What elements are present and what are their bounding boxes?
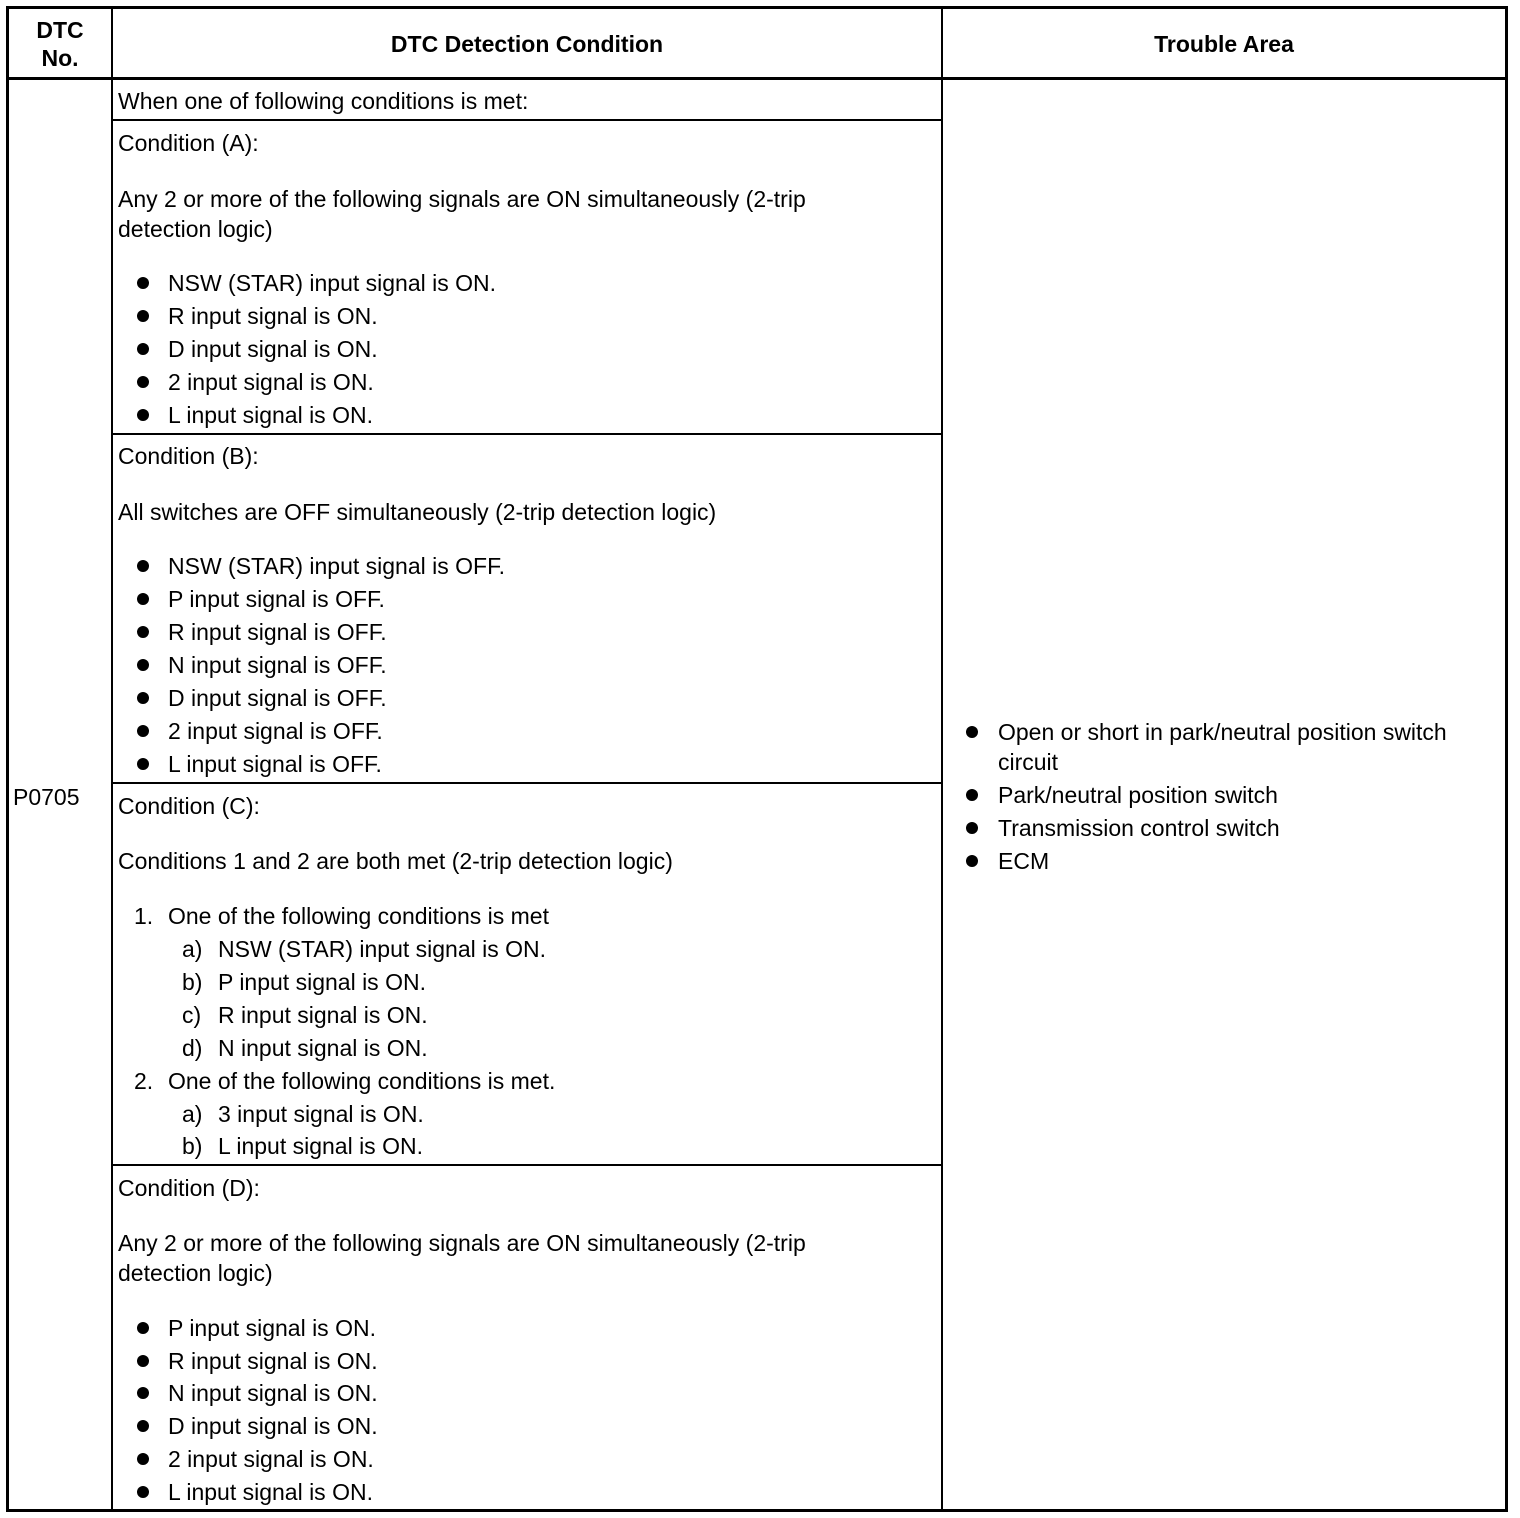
condition-c-subitem-text: N input signal is ON. xyxy=(218,1035,428,1061)
condition-b-desc: All switches are OFF simultaneously (2-trip detection logic) xyxy=(118,499,717,525)
condition-c-subitem-letter: a) xyxy=(182,936,203,962)
table-border-left xyxy=(6,6,9,1512)
bullet-icon xyxy=(137,1387,149,1399)
trouble-area-item: ECM xyxy=(998,848,1050,874)
bullet-icon xyxy=(137,376,149,388)
header-trouble-area: Trouble Area xyxy=(1154,31,1294,57)
condition-c-desc: Conditions 1 and 2 are both met (2-trip detection logic) xyxy=(118,848,673,874)
condition-c-step-number: 2. xyxy=(134,1068,154,1094)
condition-b-item: 2 input signal is OFF. xyxy=(168,718,383,744)
bullet-icon xyxy=(137,343,149,355)
bullet-icon xyxy=(137,659,149,671)
condition-c-subitem-letter: b) xyxy=(182,1133,203,1159)
condition-c-subitem-letter: c) xyxy=(182,1002,202,1028)
bullet-icon xyxy=(137,560,149,572)
condition-d-item: N input signal is ON. xyxy=(168,1380,378,1406)
bullet-icon xyxy=(137,692,149,704)
condition-d-desc-line1: Any 2 or more of the following signals are ON simultaneously (2-trip xyxy=(118,1230,806,1256)
header-dtc-no-line1: DTC xyxy=(36,17,84,43)
condition-c-subitem-letter: a) xyxy=(182,1101,203,1127)
bullet-icon xyxy=(137,1420,149,1432)
header-detection-condition: DTC Detection Condition xyxy=(390,31,664,57)
condition-d-item: R input signal is ON. xyxy=(168,1348,378,1374)
condition-b-item: L input signal is OFF. xyxy=(168,751,382,777)
trouble-area-item-line2: circuit xyxy=(998,749,1059,775)
trouble-area-item-line1: Open or short in park/neutral position switch xyxy=(998,719,1447,745)
condition-c-step-text: One of the following conditions is met xyxy=(168,903,549,929)
bullet-icon xyxy=(137,409,149,421)
row-divider-c xyxy=(111,782,943,784)
column-divider-1 xyxy=(111,6,113,1512)
row-divider-d xyxy=(111,1164,943,1166)
condition-c-subitem-text: NSW (STAR) input signal is ON. xyxy=(218,936,547,962)
bullet-icon xyxy=(966,726,978,738)
bullet-icon xyxy=(966,789,978,801)
bullet-icon xyxy=(137,725,149,737)
condition-d-desc-line2: detection logic) xyxy=(118,1260,273,1286)
bullet-icon xyxy=(137,758,149,770)
condition-c-subitem-letter: b) xyxy=(182,969,203,995)
condition-b-item: NSW (STAR) input signal is OFF. xyxy=(168,553,505,579)
bullet-icon xyxy=(966,822,978,834)
condition-c-step-text: One of the following conditions is met. xyxy=(168,1068,556,1094)
bullet-icon xyxy=(137,1355,149,1367)
bullet-icon xyxy=(137,310,149,322)
condition-d-item: L input signal is ON. xyxy=(168,1479,373,1505)
condition-c-subitem-text: L input signal is ON. xyxy=(218,1133,423,1159)
header-divider xyxy=(6,77,1508,80)
condition-c-step-number: 1. xyxy=(134,903,154,929)
condition-c-subitem-letter: d) xyxy=(182,1035,203,1061)
condition-a-title: Condition (A): xyxy=(118,130,259,156)
condition-a-item: 2 input signal is ON. xyxy=(168,369,374,395)
column-divider-2 xyxy=(941,6,943,1512)
condition-c-title: Condition (C): xyxy=(118,793,260,819)
condition-c-subitem-text: 3 input signal is ON. xyxy=(218,1101,424,1127)
condition-d-item: 2 input signal is ON. xyxy=(168,1446,374,1472)
bullet-icon xyxy=(137,1486,149,1498)
condition-b-item: N input signal is OFF. xyxy=(168,652,387,678)
table-border-right xyxy=(1505,6,1508,1512)
condition-a-desc-line2: detection logic) xyxy=(118,216,273,242)
row-divider-a xyxy=(111,119,943,121)
table-border-top xyxy=(6,6,1508,9)
condition-b-item: R input signal is OFF. xyxy=(168,619,387,645)
table-border-bottom xyxy=(6,1509,1508,1512)
bullet-icon xyxy=(137,1322,149,1334)
condition-b-item: P input signal is OFF. xyxy=(168,586,385,612)
condition-a-item: R input signal is ON. xyxy=(168,303,378,329)
condition-d-title: Condition (D): xyxy=(118,1175,260,1201)
condition-c-subitem-text: P input signal is ON. xyxy=(218,969,426,995)
dtc-code: P0705 xyxy=(13,784,80,810)
header-dtc-no-line2: No. xyxy=(41,45,79,71)
condition-a-item: NSW (STAR) input signal is ON. xyxy=(168,270,497,296)
condition-a-desc-line1: Any 2 or more of the following signals are ON simultaneously (2-trip xyxy=(118,186,806,212)
bullet-icon xyxy=(966,855,978,867)
row-divider-b xyxy=(111,433,943,435)
condition-b-item: D input signal is OFF. xyxy=(168,685,387,711)
condition-a-item: D input signal is ON. xyxy=(168,336,378,362)
trouble-area-item: Park/neutral position switch xyxy=(998,782,1278,808)
condition-c-subitem-text: R input signal is ON. xyxy=(218,1002,428,1028)
bullet-icon xyxy=(137,277,149,289)
condition-b-title: Condition (B): xyxy=(118,443,259,469)
trouble-area-item: Transmission control switch xyxy=(998,815,1280,841)
bullet-icon xyxy=(137,626,149,638)
condition-d-item: D input signal is ON. xyxy=(168,1413,378,1439)
bullet-icon xyxy=(137,593,149,605)
bullet-icon xyxy=(137,1453,149,1465)
condition-d-item: P input signal is ON. xyxy=(168,1315,376,1341)
condition-a-item: L input signal is ON. xyxy=(168,402,373,428)
intro-text: When one of following conditions is met: xyxy=(118,88,529,114)
